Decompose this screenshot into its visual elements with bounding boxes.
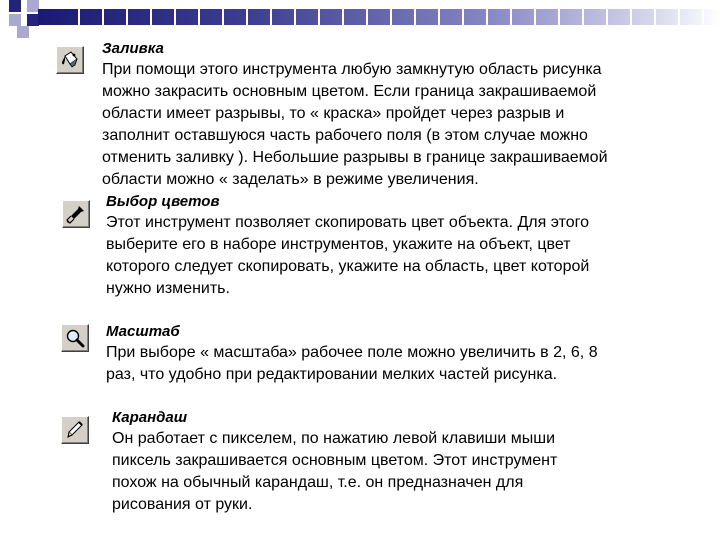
section-text-line: выберите его в наборе инструментов, укажите на объект, цвет: [106, 236, 571, 253]
section-zoom: [106, 322, 598, 386]
section-text-line: При помощи этого инструмента любую замкнутую область рисунка: [102, 61, 602, 78]
section-text-line: Этот инструмент позволяет скопировать цвет объекта. Для этого: [106, 214, 589, 231]
tool-color-picker-button: [62, 200, 90, 228]
header-square: [9, 14, 21, 26]
section-title: Масштаб: [106, 323, 180, 340]
tool-fill-button: [56, 46, 84, 74]
section-text-line: которого следует скопировать, укажите на область, цвет которой: [106, 258, 590, 275]
paint-bucket-icon: [59, 49, 81, 71]
section-text-line: При выборе « масштаба» рабочее поле можно увеличить в 2, 6, 8: [106, 344, 598, 361]
section-fill: [102, 39, 608, 191]
pencil-icon: [64, 419, 86, 441]
section-text-line: области имеет разрывы, то « краска» пройдет через разрыв и: [102, 105, 565, 122]
header-square: [9, 0, 21, 12]
section-pencil: [112, 408, 557, 516]
magnifier-icon: [64, 327, 86, 349]
section-title: Выбор цветов: [106, 193, 220, 210]
section-text-line: пиксель закрашивается основным цветом. Этот инструмент: [112, 452, 558, 469]
section-text-line: отменить заливку ). Небольшие разрывы в границе закрашиваемой: [102, 149, 608, 166]
section-text-line: нужно изменить.: [106, 280, 230, 297]
section-text-line: раз, что удобно при редактировании мелких частей рисунка.: [106, 366, 558, 383]
section-text-line: рисования от руки.: [112, 496, 253, 513]
header-square: [17, 26, 29, 38]
section-title: Карандаш: [112, 409, 188, 426]
section-title: Заливка: [102, 40, 164, 57]
section-text-line: похож на обычный карандаш, т.е. он предназначен для: [112, 474, 524, 491]
header-gradient-band: [38, 9, 720, 25]
slide-header-decoration: [0, 0, 720, 38]
tool-zoom-button: [61, 324, 89, 352]
section-text-line: можно закрасить основным цветом. Если граница закрашиваемой: [102, 83, 597, 100]
section-text-line: области можно « заделать» в режиме увеличения.: [102, 171, 479, 188]
section-text-line: Он работает с пикселем, по нажатию левой клавиши мыши: [112, 430, 556, 447]
tool-pencil-button: [61, 416, 89, 444]
section-color-picker: [106, 192, 589, 300]
section-text-line: заполнит оставшуюся часть рабочего поля (в этом случае можно: [102, 127, 588, 144]
eyedropper-icon: [65, 203, 87, 225]
